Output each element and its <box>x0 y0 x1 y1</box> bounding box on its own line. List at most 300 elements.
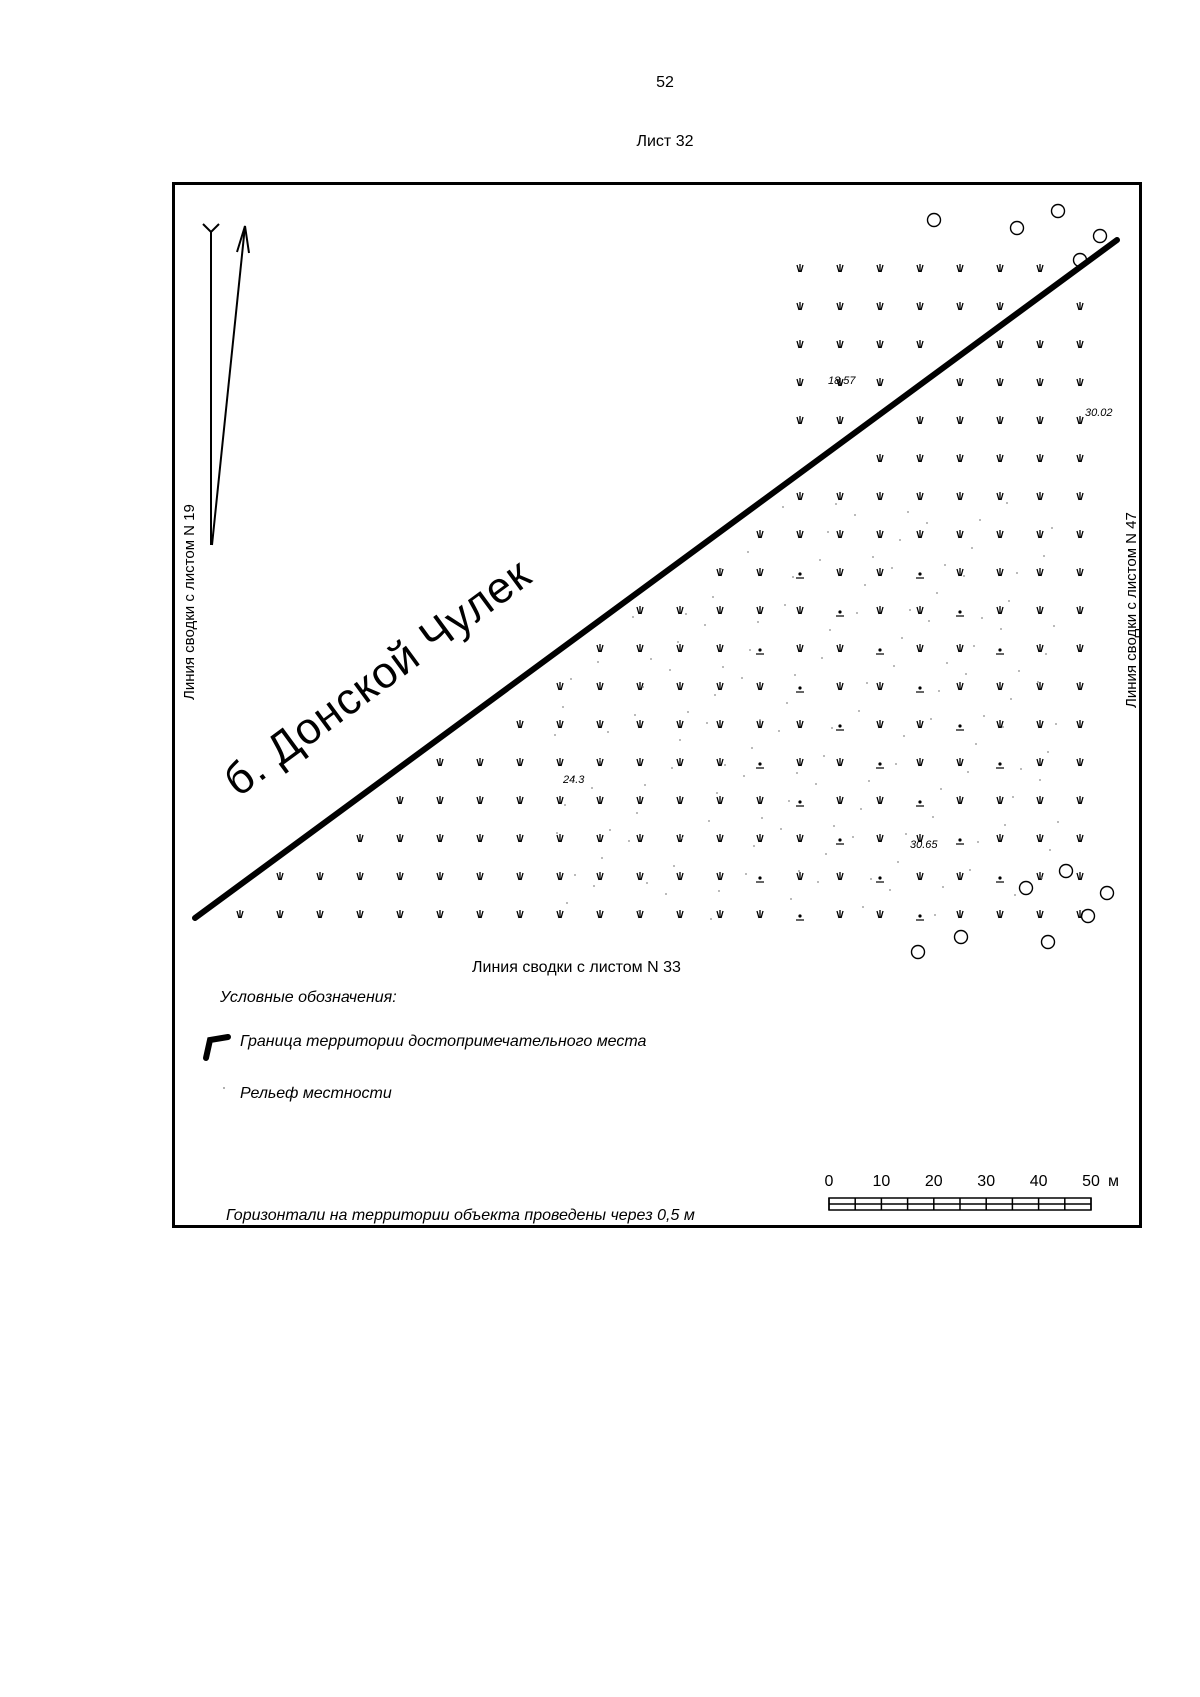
relief-dot <box>852 836 854 838</box>
grass-symbol <box>876 876 884 882</box>
grass-symbol <box>997 340 1003 348</box>
grass-symbol <box>717 872 723 880</box>
grass-symbol <box>957 492 963 500</box>
grass-symbol <box>1077 758 1083 766</box>
relief-dot <box>636 812 638 814</box>
relief-dot <box>745 873 747 875</box>
grass-symbol <box>917 492 923 500</box>
relief-dot <box>798 870 800 872</box>
relief-dot <box>743 775 745 777</box>
grass-symbol <box>757 682 763 690</box>
grass-symbol <box>917 530 923 538</box>
relief-dot <box>796 772 798 774</box>
match-line-right-label: Линия сводки с листом N 47 <box>1123 512 1140 708</box>
grass-symbol <box>756 762 764 768</box>
grass-symbol <box>1037 644 1043 652</box>
grass-symbol <box>677 682 683 690</box>
grass-symbol <box>1077 872 1083 880</box>
grass-symbol <box>437 758 443 766</box>
grass-symbol <box>836 838 844 844</box>
relief-dot <box>788 800 790 802</box>
relief-dot <box>967 771 969 773</box>
relief-dot <box>835 503 837 505</box>
grass-symbol <box>797 492 803 500</box>
relief-dot <box>983 715 985 717</box>
spot-height: 30.65 <box>910 839 938 851</box>
grass-symbol <box>797 644 803 652</box>
grass-symbol <box>397 796 403 804</box>
grass-symbol <box>957 682 963 690</box>
relief-dot <box>704 624 706 626</box>
scale-tick-label: 0 <box>824 1173 834 1190</box>
relief-dot <box>926 522 928 524</box>
grass-symbol <box>997 568 1003 576</box>
relief-dot <box>866 682 868 684</box>
relief-dot <box>971 547 973 549</box>
scale-tick-label: 20 <box>924 1173 943 1190</box>
grass-symbol <box>956 724 964 730</box>
grass-symbol <box>957 644 963 652</box>
relief-dot <box>969 869 971 871</box>
grass-symbol <box>877 606 883 614</box>
grass-symbol <box>597 872 603 880</box>
relief-dot <box>895 763 897 765</box>
grass-symbol <box>1077 492 1083 500</box>
grass-symbol <box>557 796 563 804</box>
grass-symbol <box>1037 796 1043 804</box>
grass-symbol <box>437 872 443 880</box>
tree-circle <box>928 214 941 227</box>
relief-dot <box>566 902 568 904</box>
sheet-title: Лист 32 <box>636 133 694 150</box>
grass-symbol <box>877 378 883 386</box>
grass-symbol <box>997 492 1003 500</box>
relief-dot <box>712 596 714 598</box>
relief-dot <box>1000 628 1002 630</box>
grass-symbol <box>756 876 764 882</box>
grass-symbol <box>917 416 923 424</box>
grass-symbol <box>637 796 643 804</box>
relief-dot <box>901 637 903 639</box>
grass-symbol <box>957 416 963 424</box>
relief-dot <box>1018 670 1020 672</box>
relief-dot <box>749 649 751 651</box>
relief-dot <box>825 853 827 855</box>
grass-symbol <box>917 720 923 728</box>
relief-dot <box>593 885 595 887</box>
legend-title: Условные обозначения: <box>220 989 397 1006</box>
grass-symbol <box>877 264 883 272</box>
relief-dot <box>677 641 679 643</box>
tree-circle <box>1082 910 1095 923</box>
relief-dot <box>679 739 681 741</box>
relief-dot <box>784 604 786 606</box>
grass-symbol <box>277 910 283 918</box>
scale-tick-label: 40 <box>1029 1173 1048 1190</box>
relief-dot <box>965 673 967 675</box>
relief-dot <box>669 669 671 671</box>
relief-dot <box>708 820 710 822</box>
grass-symbol <box>1037 416 1043 424</box>
grass-symbol <box>637 758 643 766</box>
grass-symbol <box>877 568 883 576</box>
grass-symbol <box>997 796 1003 804</box>
grass-symbol <box>917 264 923 272</box>
grass-symbol <box>916 572 924 578</box>
relief-dot <box>609 829 611 831</box>
relief-dot <box>897 861 899 863</box>
grass-symbol <box>597 644 603 652</box>
grass-symbol <box>437 834 443 842</box>
legend-item-boundary-label: Граница территории достопримечательного места <box>240 1033 647 1050</box>
relief-dot <box>930 718 932 720</box>
grass-symbol <box>1077 796 1083 804</box>
grass-symbol <box>837 758 843 766</box>
contour-note: Горизонтали на территории объекта проведены через 0,5 м <box>226 1207 695 1224</box>
grass-symbol <box>1037 758 1043 766</box>
grass-symbol <box>877 492 883 500</box>
relief-dot <box>741 677 743 679</box>
relief-dot <box>554 734 556 736</box>
grass-symbol <box>597 834 603 842</box>
grass-symbol <box>557 720 563 728</box>
relief-dot <box>862 906 864 908</box>
relief-dot <box>856 612 858 614</box>
grass-symbol <box>1037 264 1043 272</box>
grass-symbol <box>877 302 883 310</box>
relief-dot <box>759 719 761 721</box>
relief-dot <box>1039 779 1041 781</box>
grass-symbol <box>717 910 723 918</box>
relief-dot <box>981 617 983 619</box>
grass-symbol <box>397 834 403 842</box>
grass-symbol <box>1077 454 1083 462</box>
relief-dot <box>928 620 930 622</box>
relief-dot <box>706 722 708 724</box>
grass-symbol <box>797 378 803 386</box>
grass-symbol <box>837 302 843 310</box>
relief-dot <box>556 832 558 834</box>
grass-symbol <box>357 872 363 880</box>
relief-dot <box>829 629 831 631</box>
grass-symbol <box>996 648 1004 654</box>
relief-dot <box>868 780 870 782</box>
relief-dot <box>1010 698 1012 700</box>
grass-symbol <box>477 872 483 880</box>
grass-symbol <box>717 834 723 842</box>
grass-symbol <box>517 834 523 842</box>
relief-dot <box>819 559 821 561</box>
grass-symbol <box>996 876 1004 882</box>
grass-symbol <box>917 872 923 880</box>
page-number: 52 <box>656 74 674 91</box>
grass-symbol <box>1077 416 1083 424</box>
vegetation-symbols <box>237 264 1083 920</box>
grass-symbol <box>1077 378 1083 386</box>
grass-symbol <box>517 872 523 880</box>
relief-dot <box>665 893 667 895</box>
boundary-legend-symbol <box>206 1037 228 1058</box>
relief-dot <box>1037 681 1039 683</box>
relief-dot <box>778 730 780 732</box>
match-line-bottom-label: Линия сводки с листом N 33 <box>472 959 681 976</box>
relief-dot <box>786 702 788 704</box>
grass-symbol <box>997 416 1003 424</box>
grass-symbol <box>956 610 964 616</box>
grass-symbol <box>717 682 723 690</box>
grass-symbol <box>917 758 923 766</box>
grass-symbol <box>837 796 843 804</box>
grass-symbol <box>837 492 843 500</box>
grass-symbol <box>797 834 803 842</box>
relief-dot <box>1004 824 1006 826</box>
grass-symbol <box>837 682 843 690</box>
relief-dot <box>938 690 940 692</box>
grass-symbol <box>717 568 723 576</box>
relief-dot <box>815 783 817 785</box>
tree-circle <box>1052 205 1065 218</box>
grass-symbol <box>717 796 723 804</box>
grass-symbol <box>917 644 923 652</box>
grass-symbol <box>717 644 723 652</box>
grass-symbol <box>836 724 844 730</box>
tree-circle <box>1094 230 1107 243</box>
grass-symbol <box>637 910 643 918</box>
tree-circle <box>912 946 925 959</box>
relief-dot <box>790 898 792 900</box>
grass-symbol <box>917 606 923 614</box>
relief-dot <box>597 661 599 663</box>
relief-dot <box>681 837 683 839</box>
grass-symbol <box>477 758 483 766</box>
grass-symbol <box>1077 682 1083 690</box>
relief-dot <box>628 840 630 842</box>
grass-symbol <box>797 340 803 348</box>
grass-symbol <box>837 264 843 272</box>
relief-dot <box>977 841 979 843</box>
grass-symbol <box>1037 606 1043 614</box>
relief-dot <box>963 575 965 577</box>
spot-height: 18.57 <box>828 375 856 387</box>
relief-dot <box>724 764 726 766</box>
relief-dot <box>722 666 724 668</box>
relief-dot <box>1012 796 1014 798</box>
relief-dot <box>1047 751 1049 753</box>
grass-symbol <box>677 796 683 804</box>
grass-symbol <box>357 834 363 842</box>
relief-dot <box>934 914 936 916</box>
grass-symbol <box>1037 340 1043 348</box>
relief-dot <box>716 792 718 794</box>
relief-dot <box>761 817 763 819</box>
grass-symbol <box>796 914 804 920</box>
grass-symbol <box>917 302 923 310</box>
grass-symbol <box>757 834 763 842</box>
grass-symbol <box>477 910 483 918</box>
grass-symbol <box>877 720 883 728</box>
relief-dot <box>574 874 576 876</box>
grass-symbol <box>796 572 804 578</box>
grass-symbol <box>877 530 883 538</box>
grass-symbol <box>1037 720 1043 728</box>
tree-circle <box>1011 222 1024 235</box>
grass-symbol <box>997 606 1003 614</box>
relief-dot <box>753 845 755 847</box>
relief-dot <box>646 882 648 884</box>
grass-symbol <box>997 378 1003 386</box>
relief-dot <box>687 711 689 713</box>
grass-symbol <box>1037 378 1043 386</box>
grass-symbol <box>997 682 1003 690</box>
grass-symbol <box>1077 644 1083 652</box>
grass-symbol <box>837 340 843 348</box>
relief-dot <box>1053 625 1055 627</box>
grass-symbol <box>797 758 803 766</box>
grass-symbol <box>797 720 803 728</box>
relief-dot <box>601 857 603 859</box>
grass-symbol <box>797 264 803 272</box>
grass-symbol <box>877 796 883 804</box>
relief-dot <box>975 743 977 745</box>
relief-dot <box>1055 723 1057 725</box>
relief-dot <box>932 816 934 818</box>
grass-symbol <box>757 796 763 804</box>
grass-symbol <box>1037 682 1043 690</box>
relief-dot <box>1014 894 1016 896</box>
relief-dot <box>599 759 601 761</box>
relief-dot <box>757 621 759 623</box>
grass-symbol <box>717 720 723 728</box>
grass-symbol <box>517 758 523 766</box>
legend-item-relief-label: Рельеф местности <box>240 1085 392 1102</box>
grass-symbol <box>677 644 683 652</box>
grass-symbol <box>717 758 723 766</box>
grass-symbol <box>796 800 804 806</box>
relief-dot <box>1041 877 1043 879</box>
relief-dot <box>827 531 829 533</box>
grass-symbol <box>477 796 483 804</box>
grass-symbol <box>957 264 963 272</box>
grass-symbol <box>397 910 403 918</box>
relief-dot <box>858 710 860 712</box>
grass-symbol <box>1037 910 1043 918</box>
grass-symbol <box>997 264 1003 272</box>
relief-dot <box>893 665 895 667</box>
grass-symbol <box>597 796 603 804</box>
relief-dot <box>591 787 593 789</box>
grass-symbol <box>877 682 883 690</box>
grass-symbol <box>597 682 603 690</box>
grass-symbol <box>557 682 563 690</box>
relief-dot <box>1008 600 1010 602</box>
grass-symbol <box>637 644 643 652</box>
grass-symbol <box>997 454 1003 462</box>
scale-tick-label: 50 <box>1082 1173 1100 1190</box>
grass-symbol <box>837 416 843 424</box>
grass-symbol <box>637 872 643 880</box>
grass-symbol <box>757 606 763 614</box>
relief-dot <box>1043 555 1045 557</box>
grass-symbol <box>797 416 803 424</box>
grass-symbol <box>357 910 363 918</box>
grass-symbol <box>397 872 403 880</box>
grass-symbol <box>837 568 843 576</box>
grass-symbol <box>317 872 323 880</box>
grass-symbol <box>917 454 923 462</box>
tree-circle <box>1101 887 1114 900</box>
grass-symbol <box>877 910 883 918</box>
relief-dot <box>564 804 566 806</box>
grass-symbol <box>1077 530 1083 538</box>
relief-dot <box>1045 653 1047 655</box>
grass-symbol <box>957 378 963 386</box>
grass-symbol <box>957 796 963 804</box>
grass-symbol <box>957 302 963 310</box>
grass-symbol <box>757 568 763 576</box>
grass-symbol <box>437 910 443 918</box>
grass-symbol <box>797 606 803 614</box>
grass-symbol <box>796 686 804 692</box>
grass-symbol <box>956 838 964 844</box>
relief-dot <box>831 727 833 729</box>
scale-tick-label: 10 <box>872 1173 891 1190</box>
relief-dot <box>780 828 782 830</box>
grass-symbol <box>996 762 1004 768</box>
grass-symbol <box>757 720 763 728</box>
grass-symbol <box>757 530 763 538</box>
grass-symbol <box>757 910 763 918</box>
relief-dot <box>673 865 675 867</box>
relief-dot <box>907 511 909 513</box>
relief-dot <box>821 657 823 659</box>
grass-symbol <box>437 796 443 804</box>
match-line-left-label: Линия сводки с листом N 19 <box>181 504 198 700</box>
grass-symbol <box>877 834 883 842</box>
north-arrow-icon <box>203 224 249 545</box>
relief-dot <box>638 910 640 912</box>
grass-symbol <box>756 648 764 654</box>
relief-dot <box>905 833 907 835</box>
relief-dot <box>718 890 720 892</box>
relief-dot <box>792 576 794 578</box>
tree-circle <box>1042 936 1055 949</box>
relief-dot <box>1051 527 1053 529</box>
territory-boundary-line <box>195 240 1117 918</box>
grass-symbol <box>876 762 884 768</box>
grass-symbol <box>1037 454 1043 462</box>
relief-dot <box>642 686 644 688</box>
grass-symbol <box>877 340 883 348</box>
grass-symbol <box>917 340 923 348</box>
relief-dot <box>1006 502 1008 504</box>
grass-symbol <box>637 834 643 842</box>
relief-legend-symbol <box>223 1087 225 1089</box>
scale-bar <box>829 1198 1091 1210</box>
relief-dot <box>1057 821 1059 823</box>
grass-symbol <box>637 720 643 728</box>
grass-symbol <box>517 796 523 804</box>
grass-symbol <box>557 910 563 918</box>
tree-circle <box>1060 865 1073 878</box>
relief-dot <box>903 735 905 737</box>
grass-symbol <box>797 872 803 880</box>
relief-dot <box>634 714 636 716</box>
grass-symbol <box>277 872 283 880</box>
grass-symbol <box>957 758 963 766</box>
grass-symbol <box>1077 606 1083 614</box>
relief-dot <box>714 694 716 696</box>
grass-symbol <box>1037 834 1043 842</box>
